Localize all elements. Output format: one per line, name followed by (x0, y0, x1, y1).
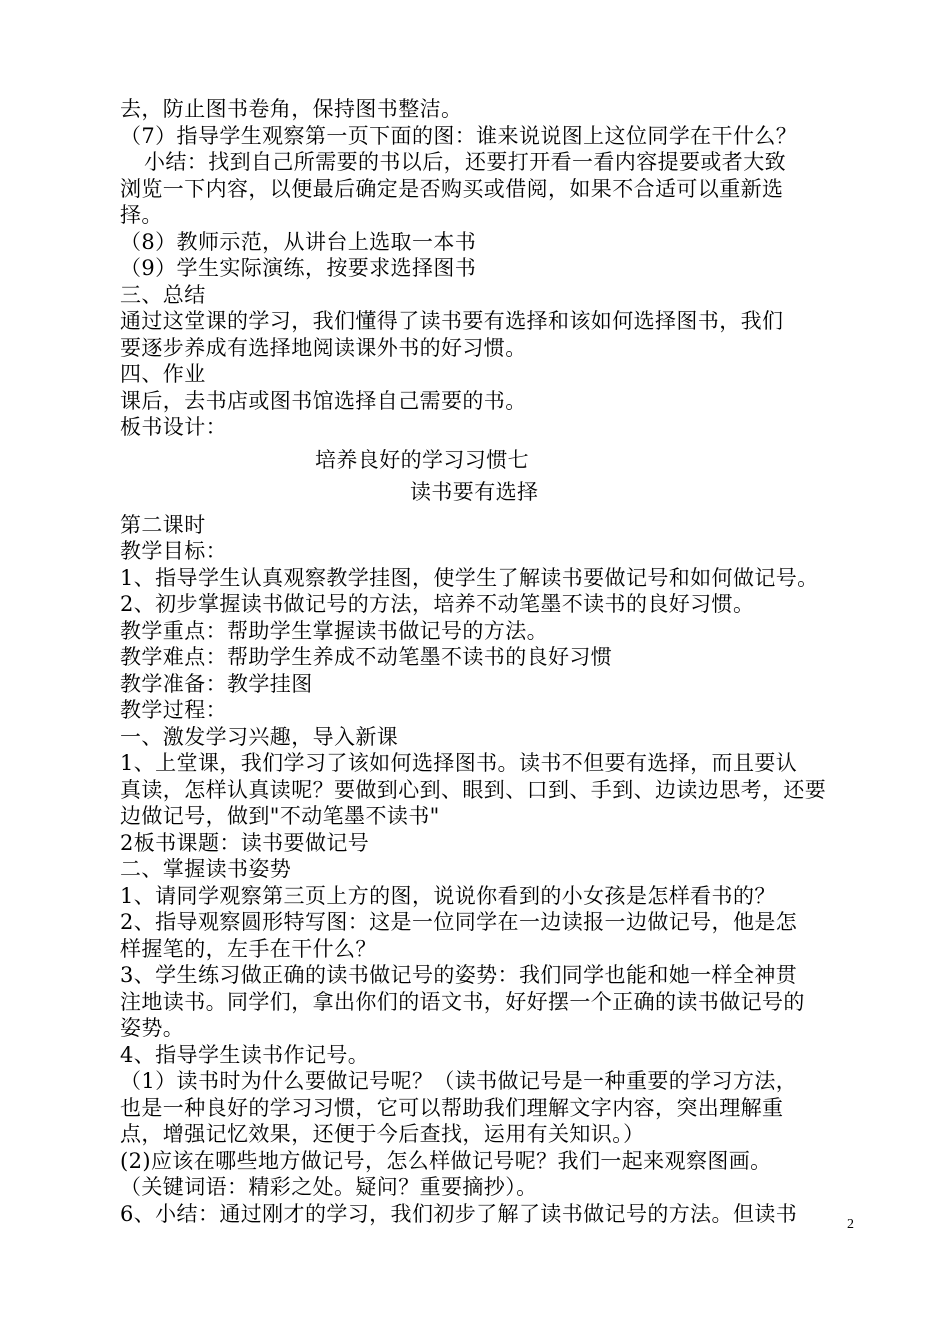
text-line: 板书设计： (120, 415, 227, 439)
text-line: 教学难点：帮助学生养成不动笔墨不读书的良好习惯 (120, 645, 613, 669)
section-heading: 一、激发学习兴趣，导入新课 (120, 724, 399, 749)
text-line: 去，防止图书卷角，保持图书整洁。 (120, 97, 463, 121)
text-line: 小结：找到自己所需要的书以后，还要打开看一看内容提要或者大致 (144, 150, 786, 174)
text-line: （8）教师示范，从讲台上选取一本书 (120, 229, 477, 254)
text-line: （关键词语：精彩之处。疑问？重要摘抄）。 (120, 1175, 538, 1199)
text-line: 教学准备：教学挂图 (120, 671, 313, 696)
section-heading: 二、掌握读书姿势 (120, 857, 292, 881)
document-page (120, 96, 865, 1227)
text-line: 2、初步掌握读书做记号的方法，培养不动笔墨不读书的良好习惯。 (120, 592, 755, 616)
text-line: 浏览一下内容，以便最后确定是否购买或借阅，如果不合适可以重新选 (120, 176, 784, 201)
text-line: 3、学生练习做正确的读书做记号的姿势：我们同学也能和她一样全神贯 (120, 963, 798, 987)
text-line: （7）指导学生观察第一页下面的图：谁来说说图上这位同学在干什么？ (120, 123, 798, 148)
text-line: （1）读书时为什么要做记号呢？（读书做记号是一种重要的学习方法， (120, 1069, 798, 1093)
page-number: 2 (847, 1217, 854, 1232)
text-line: 教学过程： (120, 698, 227, 722)
lesson-heading: 第二课时 (120, 512, 206, 537)
text-line: 姿势。 (120, 1016, 185, 1040)
text-line: (2)应该在哪些地方做记号，怎么样做记号呢？我们一起来观察图画。 (120, 1148, 772, 1173)
text-line: 也是一种良好的学习习惯，它可以帮助我们理解文字内容，突出理解重 (120, 1095, 784, 1120)
section-heading: 四、作业 (120, 362, 206, 386)
text-line: 要逐步养成有选择地阅读课外书的好习惯。 (120, 335, 527, 360)
section-heading: 三、总结 (120, 282, 206, 307)
text-line: 样握笔的，左手在干什么？ (120, 936, 377, 961)
text-line: （9）学生实际演练，按要求选择图书 (120, 256, 477, 280)
text-line: 6、小结：通过刚才的学习，我们初步了解了读书做记号的方法。但读书 (120, 1201, 798, 1226)
text-line: 边做记号，做到"不动笔墨不读书" (120, 804, 440, 828)
text-line: 点，增强记忆效果，还便于今后查找，运用有关知识。） (120, 1122, 645, 1146)
text-line: 择。 (120, 203, 163, 227)
text-line: 课后，去书店或图书馆选择自己需要的书。 (120, 388, 527, 413)
text-line: 4、指导学生读书作记号。 (120, 1042, 370, 1067)
text-line: 2板书课题：读书要做记号 (120, 830, 370, 855)
text-line: 1、指导学生认真观察教学挂图，使学生了解读书要做记号和如何做记号。 (120, 565, 819, 590)
text-line: 教学目标： (120, 539, 227, 563)
text-line: 1、请同学观察第三页上方的图，说说你看到的小女孩是怎样看书的？ (120, 883, 776, 908)
board-title: 培养良好的学习习惯七 (315, 447, 529, 472)
board-subtitle: 读书要有选择 (410, 480, 539, 504)
text-line: 注地读书。同学们，拿出你们的语文书，好好摆一个正确的读书做记号的 (120, 989, 805, 1014)
text-line: 通过这堂课的学习，我们懂得了读书要有选择和该如何选择图书，我们 (120, 309, 784, 333)
text-line: 真读，怎样认真读呢？要做到心到、眼到、口到、手到、边读边思考，还要 (120, 777, 827, 802)
text-line: 1、上堂课，我们学习了该如何选择图书。读书不但要有选择，而且要认 (120, 751, 798, 775)
text-line: 教学重点：帮助学生掌握读书做记号的方法。 (120, 618, 548, 643)
text-line: 2、指导观察圆形特写图：这是一位同学在一边读报一边做记号，他是怎 (120, 910, 798, 934)
